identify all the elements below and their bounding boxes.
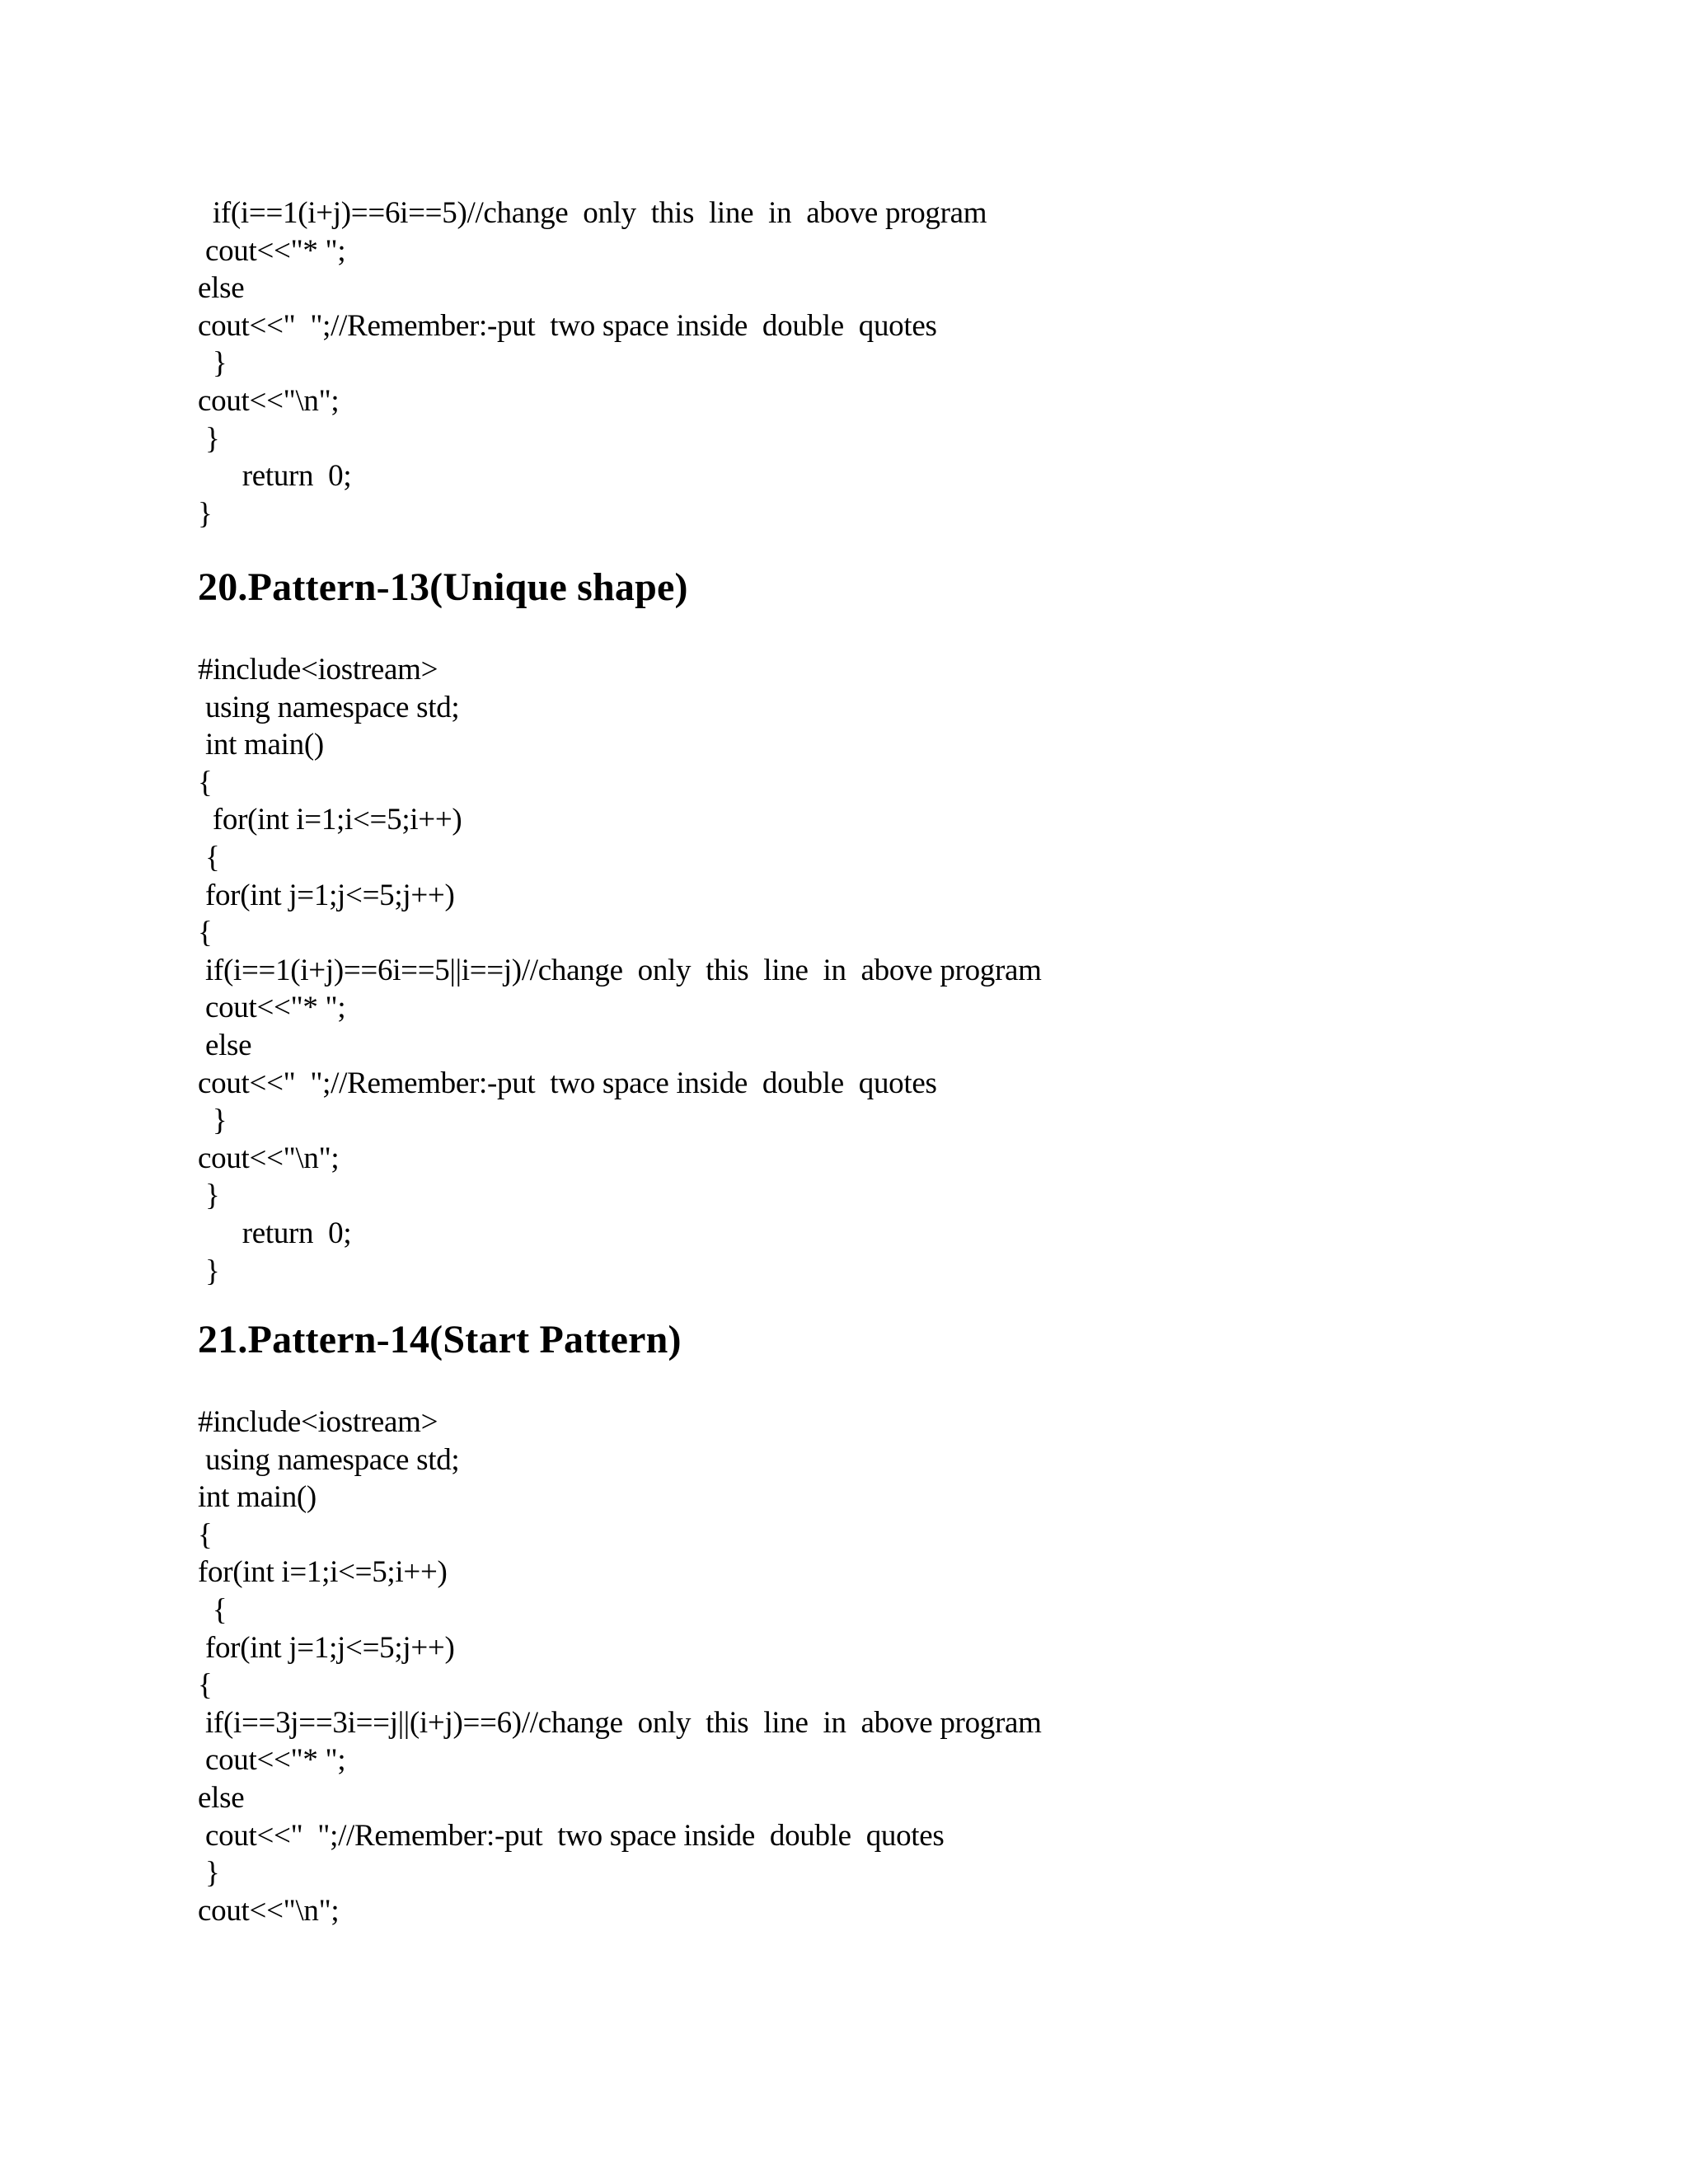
code-line: #include<iostream>	[198, 653, 438, 687]
code-line: for(int j=1;j<=5;j++)	[198, 1630, 455, 1665]
code-line: cout<<"* ";	[198, 991, 346, 1025]
code-line: return 0;	[198, 1216, 352, 1250]
code-line: for(int j=1;j<=5;j++)	[198, 878, 455, 912]
code-line: else	[198, 1028, 252, 1062]
code-line: }	[198, 1856, 220, 1891]
code-line: cout<<"* ";	[198, 233, 346, 268]
code-line: cout<<" ";//Remember:-put two space inside double quotes	[198, 308, 937, 343]
code-line: {	[198, 1668, 213, 1703]
code-line: using namespace std;	[198, 690, 460, 724]
code-line: cout<<" ";//Remember:-put two space inside double quotes	[198, 1066, 937, 1100]
code-line: {	[198, 765, 213, 799]
code-line: else	[198, 271, 245, 306]
code-line: int main()	[198, 1480, 316, 1515]
code-line: if(i==1(i+j)==6i==5)//change only this line in above program	[198, 196, 987, 230]
code-line: #include<iostream>	[198, 1405, 438, 1439]
section-heading-21: 21.Pattern-14(Start Pattern)	[198, 1318, 682, 1361]
code-line: }	[198, 1179, 220, 1213]
code-line: }	[198, 421, 220, 456]
code-line: }	[198, 1104, 227, 1138]
code-line: {	[198, 1517, 213, 1552]
code-line: cout<<"\n";	[198, 1893, 340, 1928]
code-block-pattern-13	[198, 651, 1599, 1290]
code-line: using namespace std;	[198, 1442, 460, 1477]
section-heading-20: 20.Pattern-13(Unique shape)	[198, 565, 688, 609]
code-line: else	[198, 1780, 245, 1815]
code-line: if(i==3j==3i==j||(i+j)==6)//change only this line in above program	[198, 1705, 1042, 1740]
code-line: for(int i=1;i<=5;i++)	[198, 803, 462, 837]
code-line: {	[198, 916, 213, 950]
code-line: {	[198, 840, 220, 874]
code-line: cout<<" ";//Remember:-put two space inside double quotes	[198, 1818, 945, 1853]
code-line: cout<<"\n";	[198, 383, 340, 418]
code-line: }	[198, 346, 227, 381]
code-line: {	[198, 1592, 227, 1627]
code-line: }	[198, 496, 213, 531]
code-line: int main()	[198, 728, 324, 762]
code-line: }	[198, 1254, 220, 1288]
code-block-pattern-14	[198, 1404, 1599, 1929]
code-line: cout<<"* ";	[198, 1743, 346, 1778]
code-line: cout<<"\n";	[198, 1141, 340, 1175]
code-line: if(i==1(i+j)==6i==5||i==j)//change only this line in above program	[198, 953, 1042, 987]
code-line: return 0;	[198, 459, 352, 494]
code-line: for(int i=1;i<=5;i++)	[198, 1555, 448, 1590]
code-block-continuation	[198, 194, 1599, 532]
